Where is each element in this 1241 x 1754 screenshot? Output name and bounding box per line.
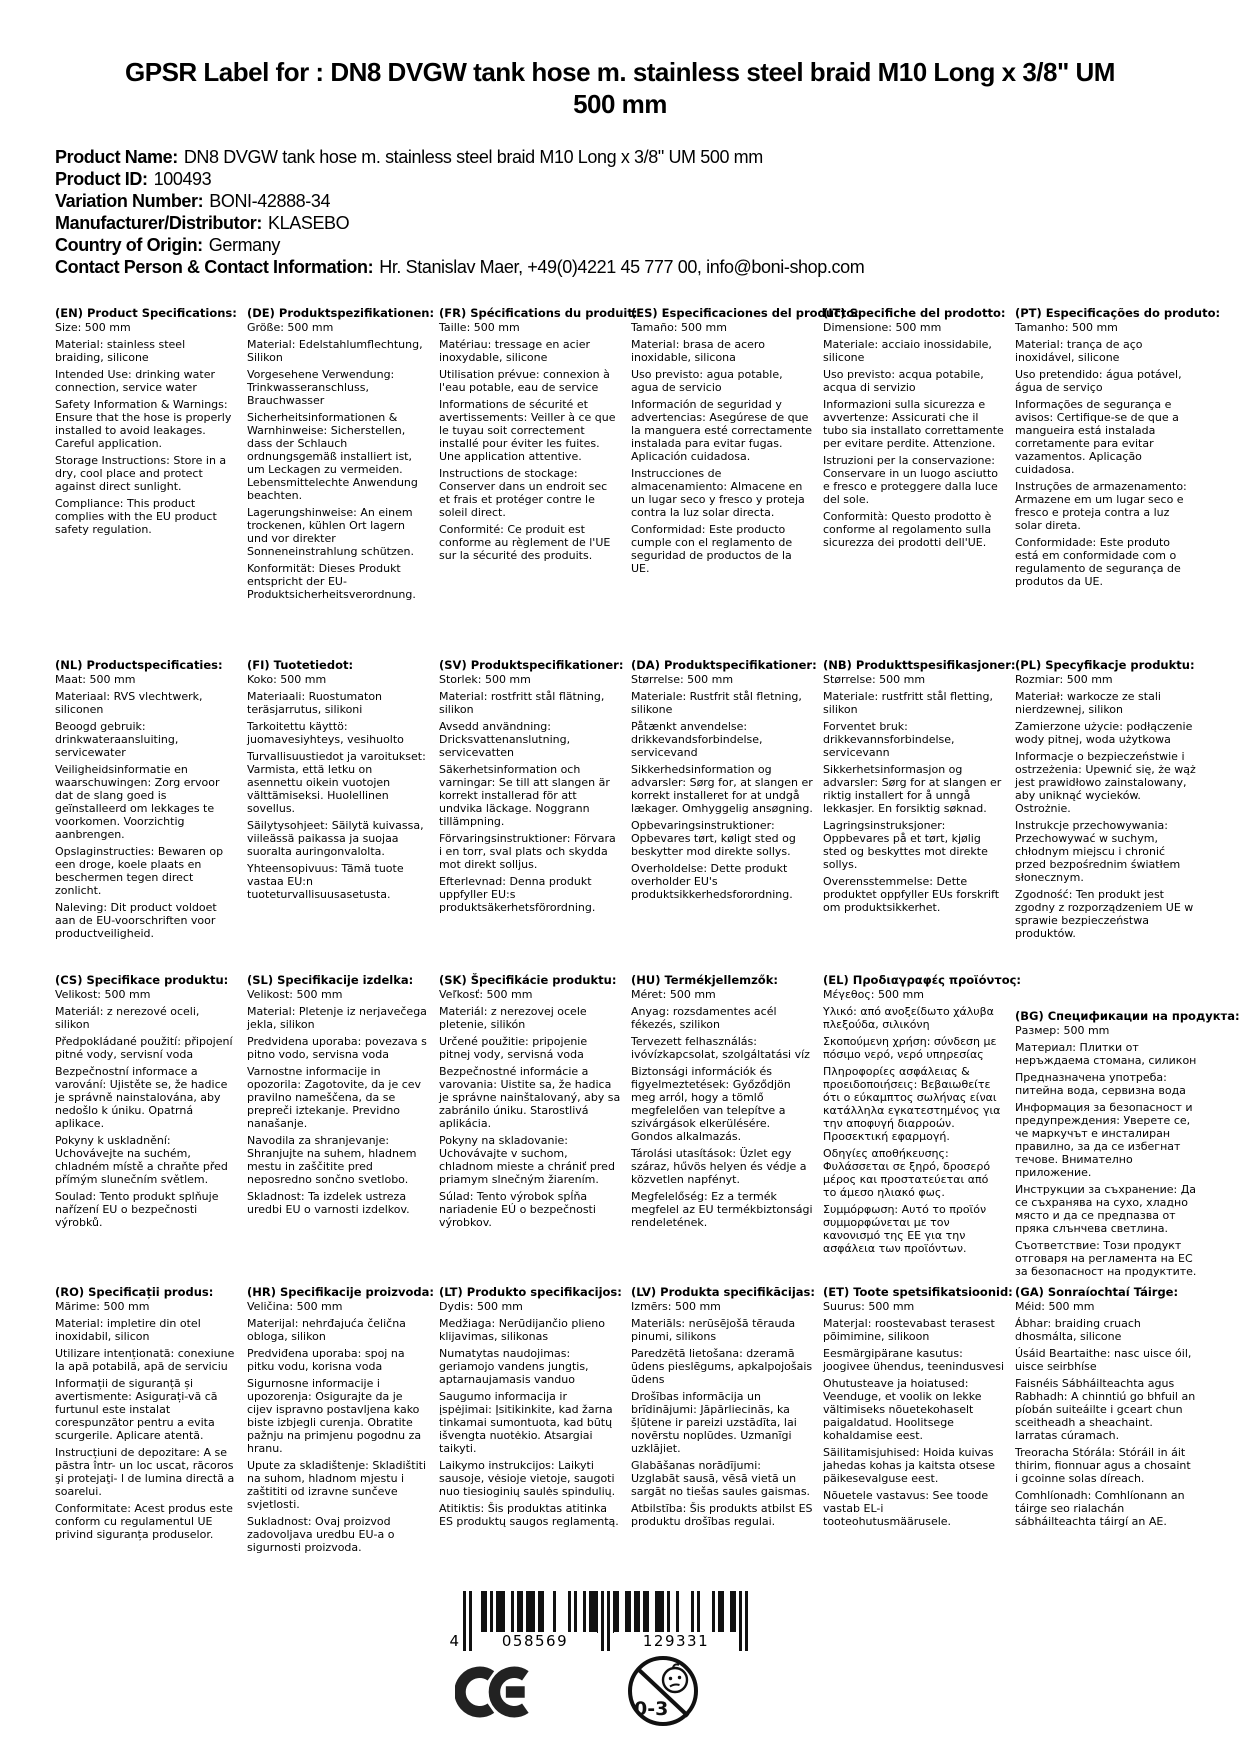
lang-paragraph: Saugumo informacija ir įspėjimai: Įsitikinkite, kad žarna tinkamai sumontuota, kad būtų išvengta nuotėkio. Atsargiai taikyti. bbox=[439, 1390, 613, 1455]
barcode-bar bbox=[601, 1591, 604, 1651]
product-field bbox=[55, 146, 864, 168]
lang-paragraph: Storage Instructions: Store in a dry, cool place and protect against direct sunlight. bbox=[55, 454, 227, 493]
lang-paragraph: Dimensione: 500 mm bbox=[823, 321, 942, 334]
lang-paragraph: Sigurnosne informacije i upozorenja: Osigurajte da je cijev ispravno postavljena kako biste izbjegli curenja. Obratite pažnju na primjenu pogodnu za hranu. bbox=[247, 1377, 422, 1455]
barcode-bar bbox=[691, 1591, 694, 1633]
age-warning-label: 0-3 bbox=[634, 1698, 669, 1720]
lang-cell-BG bbox=[1015, 967, 1240, 1279]
lang-paragraph: Istruzioni per la conservazione: Conservare in un luogo asciutto e fresco e proteggere dalla luce del sole. bbox=[823, 454, 999, 506]
lang-paragraph: Overholdelse: Dette produkt overholder EU's produktsikkerhedsforordning. bbox=[631, 862, 793, 901]
lang-paragraph: Určené použitie: pripojenie pitnej vody, servisná voda bbox=[439, 1035, 588, 1061]
lang-paragraph: Tárolási utasítások: Üzlet egy száraz, hűvös helyen és védje a közvetlen napfényt. bbox=[631, 1147, 807, 1186]
lang-paragraph: Informazioni sulla sicurezza e avvertenze: Assicurati che il tubo sia installato correttamente per evitare perdite. Attenzione. bbox=[823, 398, 1004, 450]
lang-paragraph: Material: Pletenje iz nerjavečega jekla, silikon bbox=[247, 1005, 427, 1031]
lang-paragraph: Maat: 500 mm bbox=[55, 673, 136, 686]
lang-paragraph: Sukladnost: Ovaj proizvod zadovoljava uredbu EU-a o sigurnosti proizvoda. bbox=[247, 1515, 395, 1554]
lang-paragraph: Naleving: Dit product voldoet aan de EU-voorschriften voor productveiligheid. bbox=[55, 901, 217, 940]
lang-paragraph: Veiligheidsinformatie en waarschuwingen: Zorg ervoor dat de slang goed is geïnstalleerd om lekkages te voorkomen. Voorzichtig aanbrengen. bbox=[55, 763, 220, 841]
lang-header-HU: (HU) Termékjellemzők: bbox=[631, 973, 778, 987]
lang-cell-NB bbox=[823, 652, 1016, 967]
barcode-bar bbox=[643, 1591, 649, 1633]
lang-paragraph: Ohutusteave ja hoiatused: Veenduge, et voolik on lekke vältimiseks nõuetekohaselt paigaldatud. Hoolitsege kohaldamise eest. bbox=[823, 1377, 982, 1442]
lang-header-RO: (RO) Specificații produs: bbox=[55, 1285, 214, 1299]
lang-paragraph: Rozmiar: 500 mm bbox=[1015, 673, 1113, 686]
lang-header-NL: (NL) Productspecificaties: bbox=[55, 658, 223, 672]
lang-cell-PT bbox=[1015, 300, 1221, 652]
lang-paragraph: Tamanho: 500 mm bbox=[1015, 321, 1118, 334]
lang-paragraph: Súlad: Tento výrobok spĺňa nariadenie EÚ o bezpečnosti výrobkov. bbox=[439, 1190, 596, 1229]
product-field-value: Germany bbox=[208, 235, 281, 255]
barcode-bar bbox=[712, 1591, 715, 1633]
lang-paragraph: Predviđena uporaba: spoj na pitku vodu, korisna voda bbox=[247, 1347, 405, 1373]
barcode-prefix-digit: 4 bbox=[449, 1632, 459, 1650]
lang-paragraph: Předpokládané použití: připojení pitné vody, servisní voda bbox=[55, 1035, 233, 1061]
lang-paragraph: Paredzētā lietošana: dzeramā ūdens pieslēgums, apkalpojošais ūdens bbox=[631, 1347, 813, 1386]
barcode-bar bbox=[511, 1591, 514, 1633]
lang-paragraph: Säilytysohjeet: Säilytä kuivassa, viileässä paikassa ja suojaa suoralta auringonvalolta. bbox=[247, 819, 424, 858]
lang-paragraph: Conformitate: Acest produs este conform cu regulamentul UE privind siguranța produselor. bbox=[55, 1502, 233, 1541]
barcode-bar bbox=[745, 1591, 748, 1651]
lang-paragraph: Úsáid Beartaithe: nasc uisce óil, uisce seirbhíse bbox=[1015, 1347, 1192, 1373]
lang-header-GA: (GA) Sonraíochtaí Táirge: bbox=[1015, 1285, 1179, 1299]
lang-paragraph: Μέγεθος: 500 mm bbox=[823, 988, 924, 1001]
lang-paragraph: Safety Information & Warnings: Ensure that the hose is properly installed to avoid leakages. Careful application. bbox=[55, 398, 232, 450]
lang-paragraph: Compliance: This product complies with the EU product safety regulation. bbox=[55, 497, 217, 536]
lang-paragraph: Tervezett felhasználás: ivóvízkapcsolat, szolgáltatási víz bbox=[631, 1035, 810, 1061]
product-field-label: Product Name: bbox=[55, 147, 178, 167]
barcode-bar bbox=[490, 1591, 493, 1633]
lang-paragraph: Vorgesehene Verwendung: Trinkwasseranschluss, Brauchwasser bbox=[247, 368, 395, 407]
lang-paragraph: Laikymo instrukcijos: Laikyti sausoje, vėsioje vietoje, saugoti nuo tiesioginių saulės spindulių. bbox=[439, 1459, 616, 1498]
lang-paragraph: Información de seguridad y advertencias: Asegúrese de que la manguera esté correctamente instalada para evitar fugas. Aplicación cuidadosa. bbox=[631, 398, 813, 463]
lang-header-SV: (SV) Produktspecifikationer: bbox=[439, 658, 624, 672]
lang-cell-FR bbox=[439, 300, 638, 652]
lang-cell-DA bbox=[631, 652, 817, 967]
lang-paragraph: Materiaali: Ruostumaton teräsjarrutus, silikoni bbox=[247, 690, 383, 716]
lang-cell-IT bbox=[823, 300, 1005, 652]
lang-paragraph: Størrelse: 500 mm bbox=[823, 673, 926, 686]
lang-cell-EL bbox=[823, 967, 1022, 1279]
lang-paragraph: Suurus: 500 mm bbox=[823, 1300, 915, 1313]
lang-paragraph: Påtænkt anvendelse: drikkevandsforbindelse, servicevand bbox=[631, 720, 763, 759]
lang-cell-RO bbox=[55, 1279, 237, 1558]
lang-header-PT: (PT) Especificações do produto: bbox=[1015, 306, 1221, 320]
lang-paragraph: Material: Edelstahlumflechtung, Silikon bbox=[247, 338, 423, 364]
product-field bbox=[55, 168, 864, 190]
lang-paragraph: Faisnéis Sábháilteachta agus Rabhadh: A chinntiú go bhfuil an píobán suiteáilte i gceart chun sceitheadh a sheachaint. Iarratas cúramach. bbox=[1015, 1377, 1196, 1442]
lang-paragraph: Opbevaringsinstruktioner: Opbevares tørt, køligt sted og beskytter mod direkte sollys. bbox=[631, 819, 796, 858]
barcode-bar bbox=[655, 1591, 664, 1633]
lang-paragraph: Размер: 500 mm bbox=[1015, 1024, 1110, 1037]
lang-paragraph: Σκοπούμενη χρήση: σύνδεση με πόσιμο νερό, νερό υπηρεσίας bbox=[823, 1035, 997, 1061]
lang-paragraph: Pokyny k uskladnění: Uchovávejte na suchém, chladném místě a chraňte před přímým slunečním světlem. bbox=[55, 1134, 228, 1186]
product-field bbox=[55, 190, 864, 212]
lang-paragraph: Matériau: tressage en acier inoxydable, silicone bbox=[439, 338, 590, 364]
barcode-bar bbox=[589, 1591, 598, 1633]
barcode-bar bbox=[463, 1591, 466, 1651]
product-info-block bbox=[55, 146, 864, 278]
barcode-bar bbox=[517, 1591, 523, 1633]
barcode-bar bbox=[583, 1591, 586, 1633]
lang-paragraph: Instrucciones de almacenamiento: Almacene en un lugar seco y fresco y proteja contra la luz solar directa. bbox=[631, 467, 805, 519]
ean13-barcode bbox=[449, 1591, 748, 1651]
lang-paragraph: Overensstemmelse: Dette produktet oppfyller EUs forskrift om produktsikkerhet. bbox=[823, 875, 1000, 914]
lang-paragraph: Mărime: 500 mm bbox=[55, 1300, 150, 1313]
lang-paragraph: Material: stainless steel braiding, silicone bbox=[55, 338, 186, 364]
lang-paragraph: Lagringsinstruksjoner: Oppbevares på et tørt, kjølig sted og beskyttes mot direkte sollys. bbox=[823, 819, 988, 871]
page-title: GPSR Label for : DN8 DVGW tank hose m. stainless steel braid M10 Long x 3/8" UM 500 mm bbox=[125, 57, 1115, 119]
lang-paragraph: Numatytas naudojimas: geriamojo vandens jungtis, aptarnaujamasis vanduo bbox=[439, 1347, 589, 1386]
lang-cell-SL bbox=[247, 967, 429, 1279]
lang-paragraph: Yhteensopivuus: Tämä tuote vastaa EU:n tuoteturvallisuusasetusta. bbox=[247, 862, 404, 901]
lang-paragraph: Turvallisuustiedot ja varoitukset: Varmista, että letku on asennettu oikein vuotojen välttämiseksi. Huolellinen sovellus. bbox=[247, 750, 426, 815]
lang-paragraph: Υλικό: από ανοξείδωτο χάλυβα πλεξούδα, σιλικόνη bbox=[823, 1005, 994, 1031]
lang-paragraph: Atitiktis: Šis produktas atitinka ES produktų saugos reglamentą. bbox=[439, 1502, 619, 1528]
lang-paragraph: Materiaal: RVS vlechtwerk, siliconen bbox=[55, 690, 203, 716]
lang-header-SL: (SL) Specifikacije izdelka: bbox=[247, 973, 414, 987]
lang-paragraph: Avsedd användning: Dricksvattenanslutning, servicevatten bbox=[439, 720, 571, 759]
lang-paragraph: Glabāšanas norādījumi: Uzglabāt sausā, vēsā vietā un sargāt no tiešas saules gaismas. bbox=[631, 1459, 811, 1498]
lang-header-HR: (HR) Specifikacije proizvoda: bbox=[247, 1285, 434, 1299]
lang-paragraph: Megfelelőség: Ez a termék megfelel az EU termékbiztonsági rendeletének. bbox=[631, 1190, 813, 1229]
lang-paragraph: Medžiaga: Nerūdijančio plieno klijavimas, silikonas bbox=[439, 1317, 605, 1343]
barcode-bar bbox=[625, 1591, 631, 1633]
lang-paragraph: Materiāls: nerūsējošā tērauda pinumi, silikons bbox=[631, 1317, 796, 1343]
lang-paragraph: Предназначена употреба: питейна вода, сервизна вода bbox=[1015, 1071, 1186, 1097]
lang-paragraph: Størrelse: 500 mm bbox=[631, 673, 734, 686]
lang-paragraph: Méid: 500 mm bbox=[1015, 1300, 1095, 1313]
lang-paragraph: Forventet bruk: drikkevannsforbindelse, servicevann bbox=[823, 720, 955, 759]
lang-header-CS: (CS) Specifikace produktu: bbox=[55, 973, 229, 987]
barcode-bar bbox=[613, 1591, 619, 1633]
lang-paragraph: Säilitamisjuhised: Hoida kuivas jahedas kohas ja kaitsta otsese päikesevalguse eest. bbox=[823, 1446, 996, 1485]
lang-header-EL: (EL) Προδιαγραφές προϊόντος: bbox=[823, 973, 1022, 987]
lang-paragraph: Material: impletire din otel inoxidabil, silicon bbox=[55, 1317, 201, 1343]
lang-paragraph: Material: brasa de acero inoxidable, silicona bbox=[631, 338, 765, 364]
lang-paragraph: Storlek: 500 mm bbox=[439, 673, 531, 686]
lang-cell-ES bbox=[631, 300, 859, 652]
lang-cell-PL bbox=[1015, 652, 1197, 967]
lang-paragraph: Upute za skladištenje: Skladištiti na suhom, hladnom mjestu i zaštititi od izravne sunčeve svjetlosti. bbox=[247, 1459, 426, 1511]
lang-paragraph: Instructions de stockage: Conserver dans un endroit sec et frais et protéger contre le soleil direct. bbox=[439, 467, 608, 519]
lang-paragraph: Conformidad: Este producto cumple con el reglamento de seguridad de productos de la UE. bbox=[631, 523, 793, 575]
lang-header-LT: (LT) Produkto specifikacijos: bbox=[439, 1285, 622, 1299]
lang-paragraph: Utilisation prévue: connexion à l'eau potable, eau de service bbox=[439, 368, 610, 394]
lang-paragraph: Predvidena uporaba: povezava s pitno vodo, servisna voda bbox=[247, 1035, 427, 1061]
barcode-bar bbox=[553, 1591, 556, 1633]
lang-paragraph: Bezpečnostní informace a varování: Ujistěte se, že hadice je správně nainstalována, aby nedošlo k úniku. Opatrná aplikace. bbox=[55, 1065, 228, 1130]
lang-paragraph: Utilizare intenționată: conexiune la apă potabilă, apă de serviciu bbox=[55, 1347, 235, 1373]
lang-paragraph: Instrucțiuni de depozitare: A se păstra într- un loc uscat, răcoros şi protejaţi- l de lumina directă a soarelui. bbox=[55, 1446, 235, 1498]
lang-paragraph: Veľkosť: 500 mm bbox=[439, 988, 533, 1001]
lang-cell-NL bbox=[55, 652, 237, 967]
lang-paragraph: Atbilstība: Šis produkts atbilst ES produktu drošības regulai. bbox=[631, 1502, 813, 1528]
lang-paragraph: Izmērs: 500 mm bbox=[631, 1300, 721, 1313]
lang-header-FR: (FR) Spécifications du produit: bbox=[439, 306, 638, 320]
lang-paragraph: Eesmärgipärane kasutus: joogivee ühendus, teenindusvesi bbox=[823, 1347, 1005, 1373]
lang-paragraph: Materiale: rustfritt stål fletting, silikon bbox=[823, 690, 993, 716]
lang-paragraph: Uso previsto: agua potable, agua de servicio bbox=[631, 368, 783, 394]
barcode-bar bbox=[667, 1591, 670, 1633]
product-field bbox=[55, 212, 864, 234]
barcode-bar bbox=[574, 1591, 577, 1633]
lang-paragraph: Materiale: acciaio inossidabile, silicone bbox=[823, 338, 992, 364]
barcode-left-digits: 058569 bbox=[473, 1632, 597, 1650]
product-field-value: DN8 DVGW tank hose m. stainless steel braid M10 Long x 3/8" UM 500 mm bbox=[183, 147, 763, 167]
lang-paragraph: Taille: 500 mm bbox=[439, 321, 520, 334]
lang-paragraph: Informations de sécurité et avertissements: Veiller à ce que le tuyau soit correctement installé pour éviter les fuites. Une application attentive. bbox=[439, 398, 616, 463]
lang-header-EN: (EN) Product Specifications: bbox=[55, 306, 237, 320]
lang-paragraph: Efterlevnad: Denna produkt uppfyller EU:s produktsäkerhetsförordning. bbox=[439, 875, 596, 914]
barcode-bar bbox=[568, 1591, 571, 1633]
lang-paragraph: Soulad: Tento produkt splňuje nařízení EU o bezpečnosti výrobků. bbox=[55, 1190, 219, 1229]
lang-paragraph: Skladnost: Ta izdelek ustreza uredbi EU o varnosti izdelkov. bbox=[247, 1190, 410, 1216]
lang-cell-HR bbox=[247, 1279, 434, 1558]
lang-paragraph: Uso pretendido: água potável, água de serviço bbox=[1015, 368, 1182, 394]
lang-cell-FI bbox=[247, 652, 429, 967]
product-field-value: 100493 bbox=[153, 169, 212, 189]
product-field-label: Manufacturer/Distributor: bbox=[55, 213, 263, 233]
lang-paragraph: Materjal: roostevabast terasest põimimine, silikoon bbox=[823, 1317, 995, 1343]
lang-paragraph: Informații de siguranță și avertismente: Asigurați-vă că furtunul este instalat corespunzător pentru a evita scurgerile. Aplicare atentă. bbox=[55, 1377, 218, 1442]
product-field-label: Product ID: bbox=[55, 169, 148, 189]
lang-paragraph: Conformità: Questo prodotto è conforme al regolamento sulla sicurezza dei prodotti dell'UE. bbox=[823, 510, 992, 549]
lang-paragraph: Biztonsági információk és figyelmeztetések: Győződjön meg arról, hogy a tömlő megfelelően van telepítve a szivárgások elkerülésére. Gondos alkalmazás. bbox=[631, 1065, 791, 1143]
lang-header-PL: (PL) Specyfikacje produktu: bbox=[1015, 658, 1195, 672]
lang-header-LV: (LV) Produkta specifikācijas: bbox=[631, 1285, 815, 1299]
lang-paragraph: Zamierzone użycie: podłączenie wody pitnej, woda użytkowa bbox=[1015, 720, 1193, 746]
lang-paragraph: Méret: 500 mm bbox=[631, 988, 716, 1001]
age-warning-0-3-icon bbox=[627, 1655, 699, 1731]
lang-paragraph: Säkerhetsinformation och varningar: Se till att slangen är korrekt installerad för att undvika läckage. Noggrann tillämpning. bbox=[439, 763, 610, 828]
lang-paragraph: Veličina: 500 mm bbox=[247, 1300, 343, 1313]
lang-paragraph: Treoracha Stórála: Stóráil in áit thirim, fionnuar agus a chosaint i gcoinne solas díreach. bbox=[1015, 1446, 1191, 1485]
lang-paragraph: Anyag: rozsdamentes acél fékezés, szilikon bbox=[631, 1005, 777, 1031]
lang-paragraph: Size: 500 mm bbox=[55, 321, 131, 334]
lang-paragraph: Informacje o bezpieczeństwie i ostrzeżenia: Upewnić się, że wąż jest prawidłowo zainstalowany, aby uniknąć wycieków. Ostrożnie. bbox=[1015, 750, 1196, 815]
product-field bbox=[55, 256, 864, 278]
lang-paragraph: Conformidade: Este produto está em conformidade com o regulamento de segurança de produtos da UE. bbox=[1015, 536, 1181, 588]
lang-paragraph: Материал: Плитки от неръждаема стомана, силикон bbox=[1015, 1041, 1197, 1067]
barcode-right-digits: 129331 bbox=[614, 1632, 738, 1650]
lang-header-ES: (ES) Especificaciones del producto: bbox=[631, 306, 859, 320]
product-field-label: Country of Origin: bbox=[55, 235, 203, 255]
lang-paragraph: Instrukcje przechowywania: Przechowywać w suchym, chłodnym miejscu i chronić przed bezpośrednim światłem słonecznym. bbox=[1015, 819, 1181, 884]
lang-paragraph: Πληροφορίες ασφάλειας & προειδοποιήσεις: Βεβαιωθείτε ότι ο εύκαμπτος σωλήνας είναι κατάλληλα εγκατεστημένος για την αποφυγή διαρροών. Προσεκτική εφαρμογή. bbox=[823, 1065, 1001, 1143]
lang-paragraph: Materiale: Rustfrit stål fletning, silikone bbox=[631, 690, 802, 716]
lang-paragraph: Инструкции за съхранение: Да се съхранява на сухо, хладно място и да се предпазва от пряка слънчева светлина. bbox=[1015, 1183, 1197, 1235]
lang-paragraph: Ábhar: braiding cruach dhosmálta, silicone bbox=[1015, 1317, 1141, 1343]
lang-paragraph: Koko: 500 mm bbox=[247, 673, 327, 686]
lang-header-IT: (IT) Specifiche del prodotto: bbox=[823, 306, 1006, 320]
lang-cell-LV bbox=[631, 1279, 813, 1558]
lang-paragraph: Οδηγίες αποθήκευσης: Φυλάσσεται σε ξηρό, δροσερό μέρος και προστατεύεται από το άμεσο ηλιακό φως. bbox=[823, 1147, 991, 1199]
lang-paragraph: Informações de segurança e avisos: Certifique-se de que a mangueira está instalada corretamente para evitar vazamentos. Aplicação cuidadosa. bbox=[1015, 398, 1179, 476]
lang-paragraph: Opslaginstructies: Bewaren op een droge, koele plaats en beschermen tegen direct zonlicht. bbox=[55, 845, 224, 897]
product-field-value: Hr. Stanislav Maer, +49(0)4221 45 777 00, info@boni-shop.com bbox=[379, 257, 865, 277]
lang-header-NB: (NB) Produkttspesifikasjoner: bbox=[823, 658, 1016, 672]
lang-paragraph: Tamaño: 500 mm bbox=[631, 321, 727, 334]
barcode-bar bbox=[469, 1591, 472, 1651]
lang-paragraph: Materiál: z nerezové oceli, silikon bbox=[55, 1005, 200, 1031]
lang-paragraph: Sikkerhedsinformation og advarsler: Sørg for, at slangen er korrekt installeret for at undgå lækager. Omhyggelig ansøgning. bbox=[631, 763, 813, 815]
lang-paragraph: Konformität: Dieses Produkt entspricht der EU-Produktsicherheitsverordnung. bbox=[247, 562, 416, 601]
lang-paragraph: Tarkoitettu käyttö: juomavesiyhteys, vesihuolto bbox=[247, 720, 404, 746]
barcode-bar bbox=[697, 1591, 700, 1633]
barcode-bar bbox=[481, 1591, 487, 1633]
barcode-bar bbox=[607, 1591, 610, 1651]
language-specifications-grid bbox=[55, 300, 1240, 1558]
lang-paragraph: Lagerungshinweise: An einem trockenen, kühlen Ort lagern und vor direkter Sonneneinstrahlung schützen. bbox=[247, 506, 414, 558]
barcode-bar bbox=[739, 1591, 742, 1651]
product-field-value: BONI-42888-34 bbox=[209, 191, 331, 211]
barcode-bar bbox=[730, 1591, 736, 1633]
lang-paragraph: Sikkerhetsinformasjon og advarsler: Sørg for at slangen er riktig installert for å unngå lekkasjer. En forsiktig søknad. bbox=[823, 763, 1002, 815]
barcode-bar bbox=[496, 1591, 505, 1633]
barcode-bar bbox=[538, 1591, 544, 1633]
barcode-bar bbox=[718, 1591, 724, 1633]
barcode-bar bbox=[676, 1591, 679, 1633]
product-field-value: KLASEBO bbox=[268, 213, 350, 233]
lang-paragraph: Material: rostfritt stål flätning, silikon bbox=[439, 690, 605, 716]
lang-paragraph: Uso previsto: acqua potabile, acqua di servizio bbox=[823, 368, 984, 394]
lang-paragraph: Comhlíonadh: Comhlíonann an táirge seo rialachán sábháilteachta táirgí an AE. bbox=[1015, 1489, 1185, 1528]
barcode-bar bbox=[634, 1591, 640, 1633]
lang-paragraph: Zgodność: Ten produkt jest zgodny z rozporządzeniem UE w sprawie bezpieczeństwa produktów. bbox=[1015, 888, 1194, 940]
product-field-label: Contact Person & Contact Information: bbox=[55, 257, 374, 277]
lang-cell-DE bbox=[247, 300, 435, 652]
lang-cell-GA bbox=[1015, 1279, 1197, 1558]
lang-paragraph: Dydis: 500 mm bbox=[439, 1300, 523, 1313]
lang-paragraph: Съответствие: Този продукт отговаря на регламента на ЕС за безопасност на продуктите. bbox=[1015, 1239, 1197, 1278]
lang-cell-SK bbox=[439, 967, 621, 1279]
lang-paragraph: Instruções de armazenamento: Armazene em um lugar seco e fresco e proteja contra a luz solar direta. bbox=[1015, 480, 1187, 532]
lang-paragraph: Varnostne informacije in opozorila: Zagotovite, da je cev pravilno nameščena, da se prepreči iztekanje. Previdno nanašanje. bbox=[247, 1065, 422, 1130]
lang-paragraph: Информация за безопасност и предупреждения: Уверете се, че маркучът е инсталиран правилно, за да се избегнат течове. Внимателно приложение. bbox=[1015, 1101, 1193, 1179]
lang-header-ET: (ET) Toote spetsifikatsioonid: bbox=[823, 1285, 1013, 1299]
lang-paragraph: Velikost: 500 mm bbox=[247, 988, 343, 1001]
product-field-label: Variation Number: bbox=[55, 191, 204, 211]
lang-paragraph: Materijal: nehrđajuća čelična obloga, silikon bbox=[247, 1317, 406, 1343]
lang-paragraph: Bezpečnostné informácie a varovania: Uistite sa, že hadica je správne nainštalovaný, aby sa zabránilo úniku. Starostlivá aplikácia. bbox=[439, 1065, 621, 1130]
lang-cell-LT bbox=[439, 1279, 621, 1558]
barcode-bar bbox=[526, 1591, 535, 1633]
lang-cell-SV bbox=[439, 652, 624, 967]
lang-header-DA: (DA) Produktspecifikationer: bbox=[631, 658, 817, 672]
lang-cell-HU bbox=[631, 967, 813, 1279]
lang-cell-EN bbox=[55, 300, 237, 652]
lang-paragraph: Συμμόρφωση: Αυτό το προϊόν συμμορφώνεται με τον κανονισμό της ΕΕ για την ασφάλεια των προϊόντων. bbox=[823, 1203, 987, 1255]
lang-header-BG: (BG) Спецификации на продукта: bbox=[1015, 1009, 1240, 1023]
lang-paragraph: Sicherheitsinformationen & Warnhinweise: Sicherstellen, dass der Schlauch ordnungsgemäß installiert ist, um Leckagen zu vermeiden. Lebensmittelechte Anwendung beachten. bbox=[247, 411, 418, 502]
lang-paragraph: Navodila za shranjevanje: Shranjujte na suhem, hladnem mestu in zaščitite pred neposredno sončno svetlobo. bbox=[247, 1134, 417, 1186]
lang-paragraph: Material: trança de aço inoxidável, silicone bbox=[1015, 338, 1143, 364]
lang-paragraph: Förvaringsinstruktioner: Förvara i en torr, sval plats och skydda mot direkt solljus. bbox=[439, 832, 616, 871]
lang-header-FI: (FI) Tuotetiedot: bbox=[247, 658, 354, 672]
lang-paragraph: Drošības informācija un brīdinājumi: Jāpārliecinās, ka šļūtene ir pareizi uzstādīta, lai novērstu noplūdes. Uzmanīgi uzklājiet. bbox=[631, 1390, 797, 1455]
lang-paragraph: Materiał: warkocze ze stali nierdzewnej, silikon bbox=[1015, 690, 1161, 716]
lang-header-DE: (DE) Produktspezifikationen: bbox=[247, 306, 435, 320]
lang-paragraph: Velikost: 500 mm bbox=[55, 988, 151, 1001]
lang-paragraph: Nõuetele vastavus: See toode vastab EL-i tooteohutusmäärusele. bbox=[823, 1489, 989, 1528]
lang-cell-CS bbox=[55, 967, 237, 1279]
lang-header-SK: (SK) Špecifikácie produktu: bbox=[439, 973, 617, 987]
lang-paragraph: Conformité: Ce produit est conforme au règlement de l'UE sur la sécurité des produits. bbox=[439, 523, 611, 562]
lang-paragraph: Größe: 500 mm bbox=[247, 321, 334, 334]
lang-paragraph: Pokyny na skladovanie: Uchovávajte v suchom, chladnom mieste a chrániť pred priamym slnečným žiarením. bbox=[439, 1134, 615, 1186]
ce-mark-icon bbox=[455, 1663, 537, 1725]
product-field bbox=[55, 234, 864, 256]
lang-paragraph: Intended Use: drinking water connection, service water bbox=[55, 368, 215, 394]
lang-paragraph: Materiál: z nerezovej ocele pletenie, silikón bbox=[439, 1005, 587, 1031]
lang-paragraph: Beoogd gebruik: drinkwateraansluiting, servicewater bbox=[55, 720, 179, 759]
lang-cell-ET bbox=[823, 1279, 1013, 1558]
